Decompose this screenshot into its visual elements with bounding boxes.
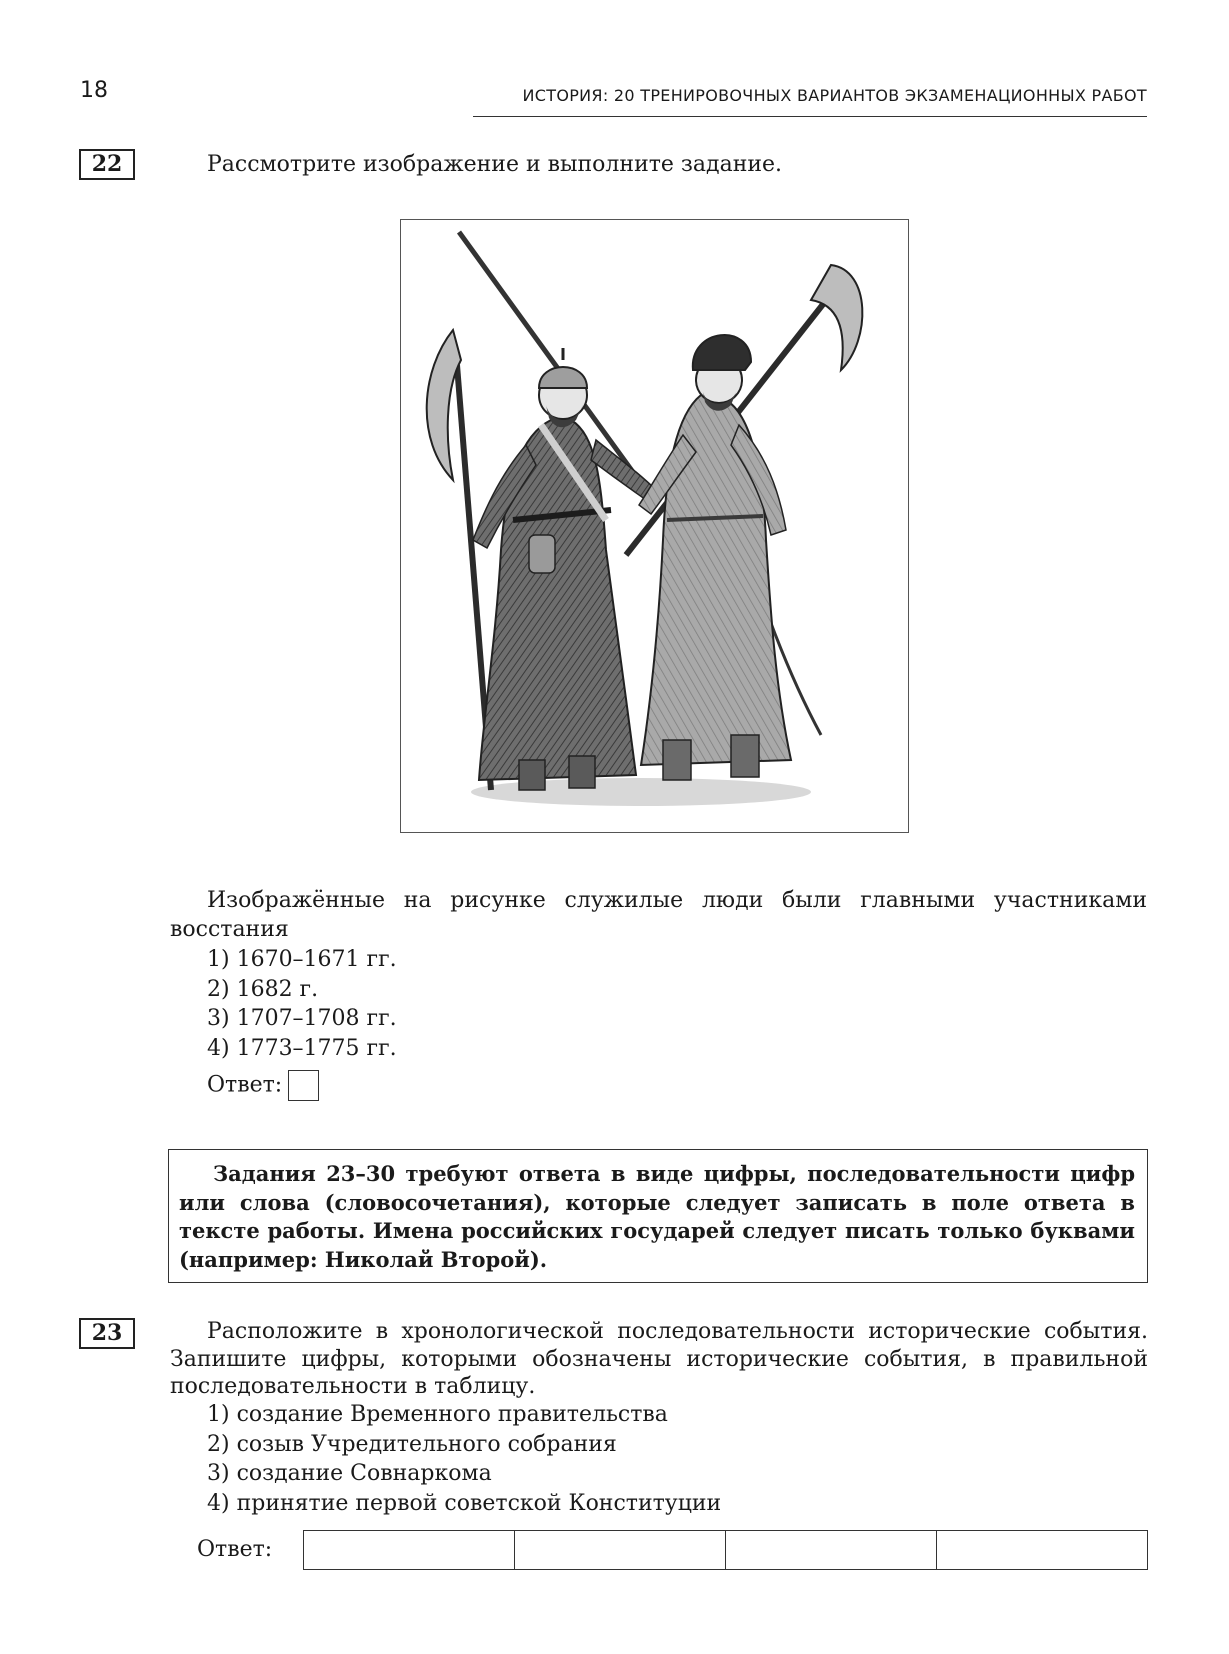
task-22-question-line1: Изображённые на рисунке служилые люди были главными участниками: [207, 888, 1147, 913]
task-23-option-2: 2) созыв Учредительного собрания: [207, 1432, 617, 1457]
task-22-number: 22: [79, 149, 135, 180]
instructions-box: [168, 1149, 1148, 1283]
answer-cell[interactable]: [304, 1531, 515, 1569]
task-22-question-line2: восстания: [170, 917, 289, 942]
task-22-option-1: 1) 1670–1671 гг.: [207, 947, 397, 972]
task-23-number: 23: [79, 1318, 135, 1349]
task-22-option-4: 4) 1773–1775 гг.: [207, 1036, 397, 1061]
task-22-option-2: 2) 1682 г.: [207, 977, 319, 1002]
task-22-answer-row: [207, 1070, 319, 1101]
header-rule: [473, 116, 1147, 117]
task-22-answer-label: Ответ:: [207, 1072, 283, 1098]
task-23-option-3: 3) создание Совнаркома: [207, 1461, 492, 1486]
task-23-answer-label: Ответ:: [197, 1537, 273, 1562]
instructions-text: Задания 23–30 требуют ответа в виде цифры, последовательности цифр или слова (словосочетания), которые следует записать в поле ответа в тексте работы. Имена российских государей следует писать только буквами (например: Николай Второй).: [179, 1161, 1135, 1272]
running-title: ИСТОРИЯ: 20 ТРЕНИРОВОЧНЫХ ВАРИАНТОВ ЭКЗАМЕНАЦИОННЫХ РАБОТ: [522, 86, 1147, 105]
task-23-option-1: 1) создание Временного правительства: [207, 1402, 668, 1427]
task-23-answer-table: [303, 1530, 1148, 1570]
answer-cell[interactable]: [726, 1531, 937, 1569]
task-23-instruction: Расположите в хронологической последовательности исторические события. Запишите цифры, которыми обозначены исторические события, в правильной последовательности в таблицу.: [170, 1319, 1148, 1399]
task-23-option-4: 4) принятие первой советской Конституции: [207, 1491, 722, 1516]
task-22-answer-box[interactable]: [288, 1070, 319, 1101]
streltsy-drawing: [401, 220, 907, 831]
streltsy-illustration: [400, 219, 909, 833]
answer-cell[interactable]: [937, 1531, 1147, 1569]
answer-cell[interactable]: [515, 1531, 726, 1569]
task-22-option-3: 3) 1707–1708 гг.: [207, 1006, 397, 1031]
task-22-instruction: Рассмотрите изображение и выполните задание.: [207, 152, 783, 177]
page-number: 18: [80, 78, 108, 103]
